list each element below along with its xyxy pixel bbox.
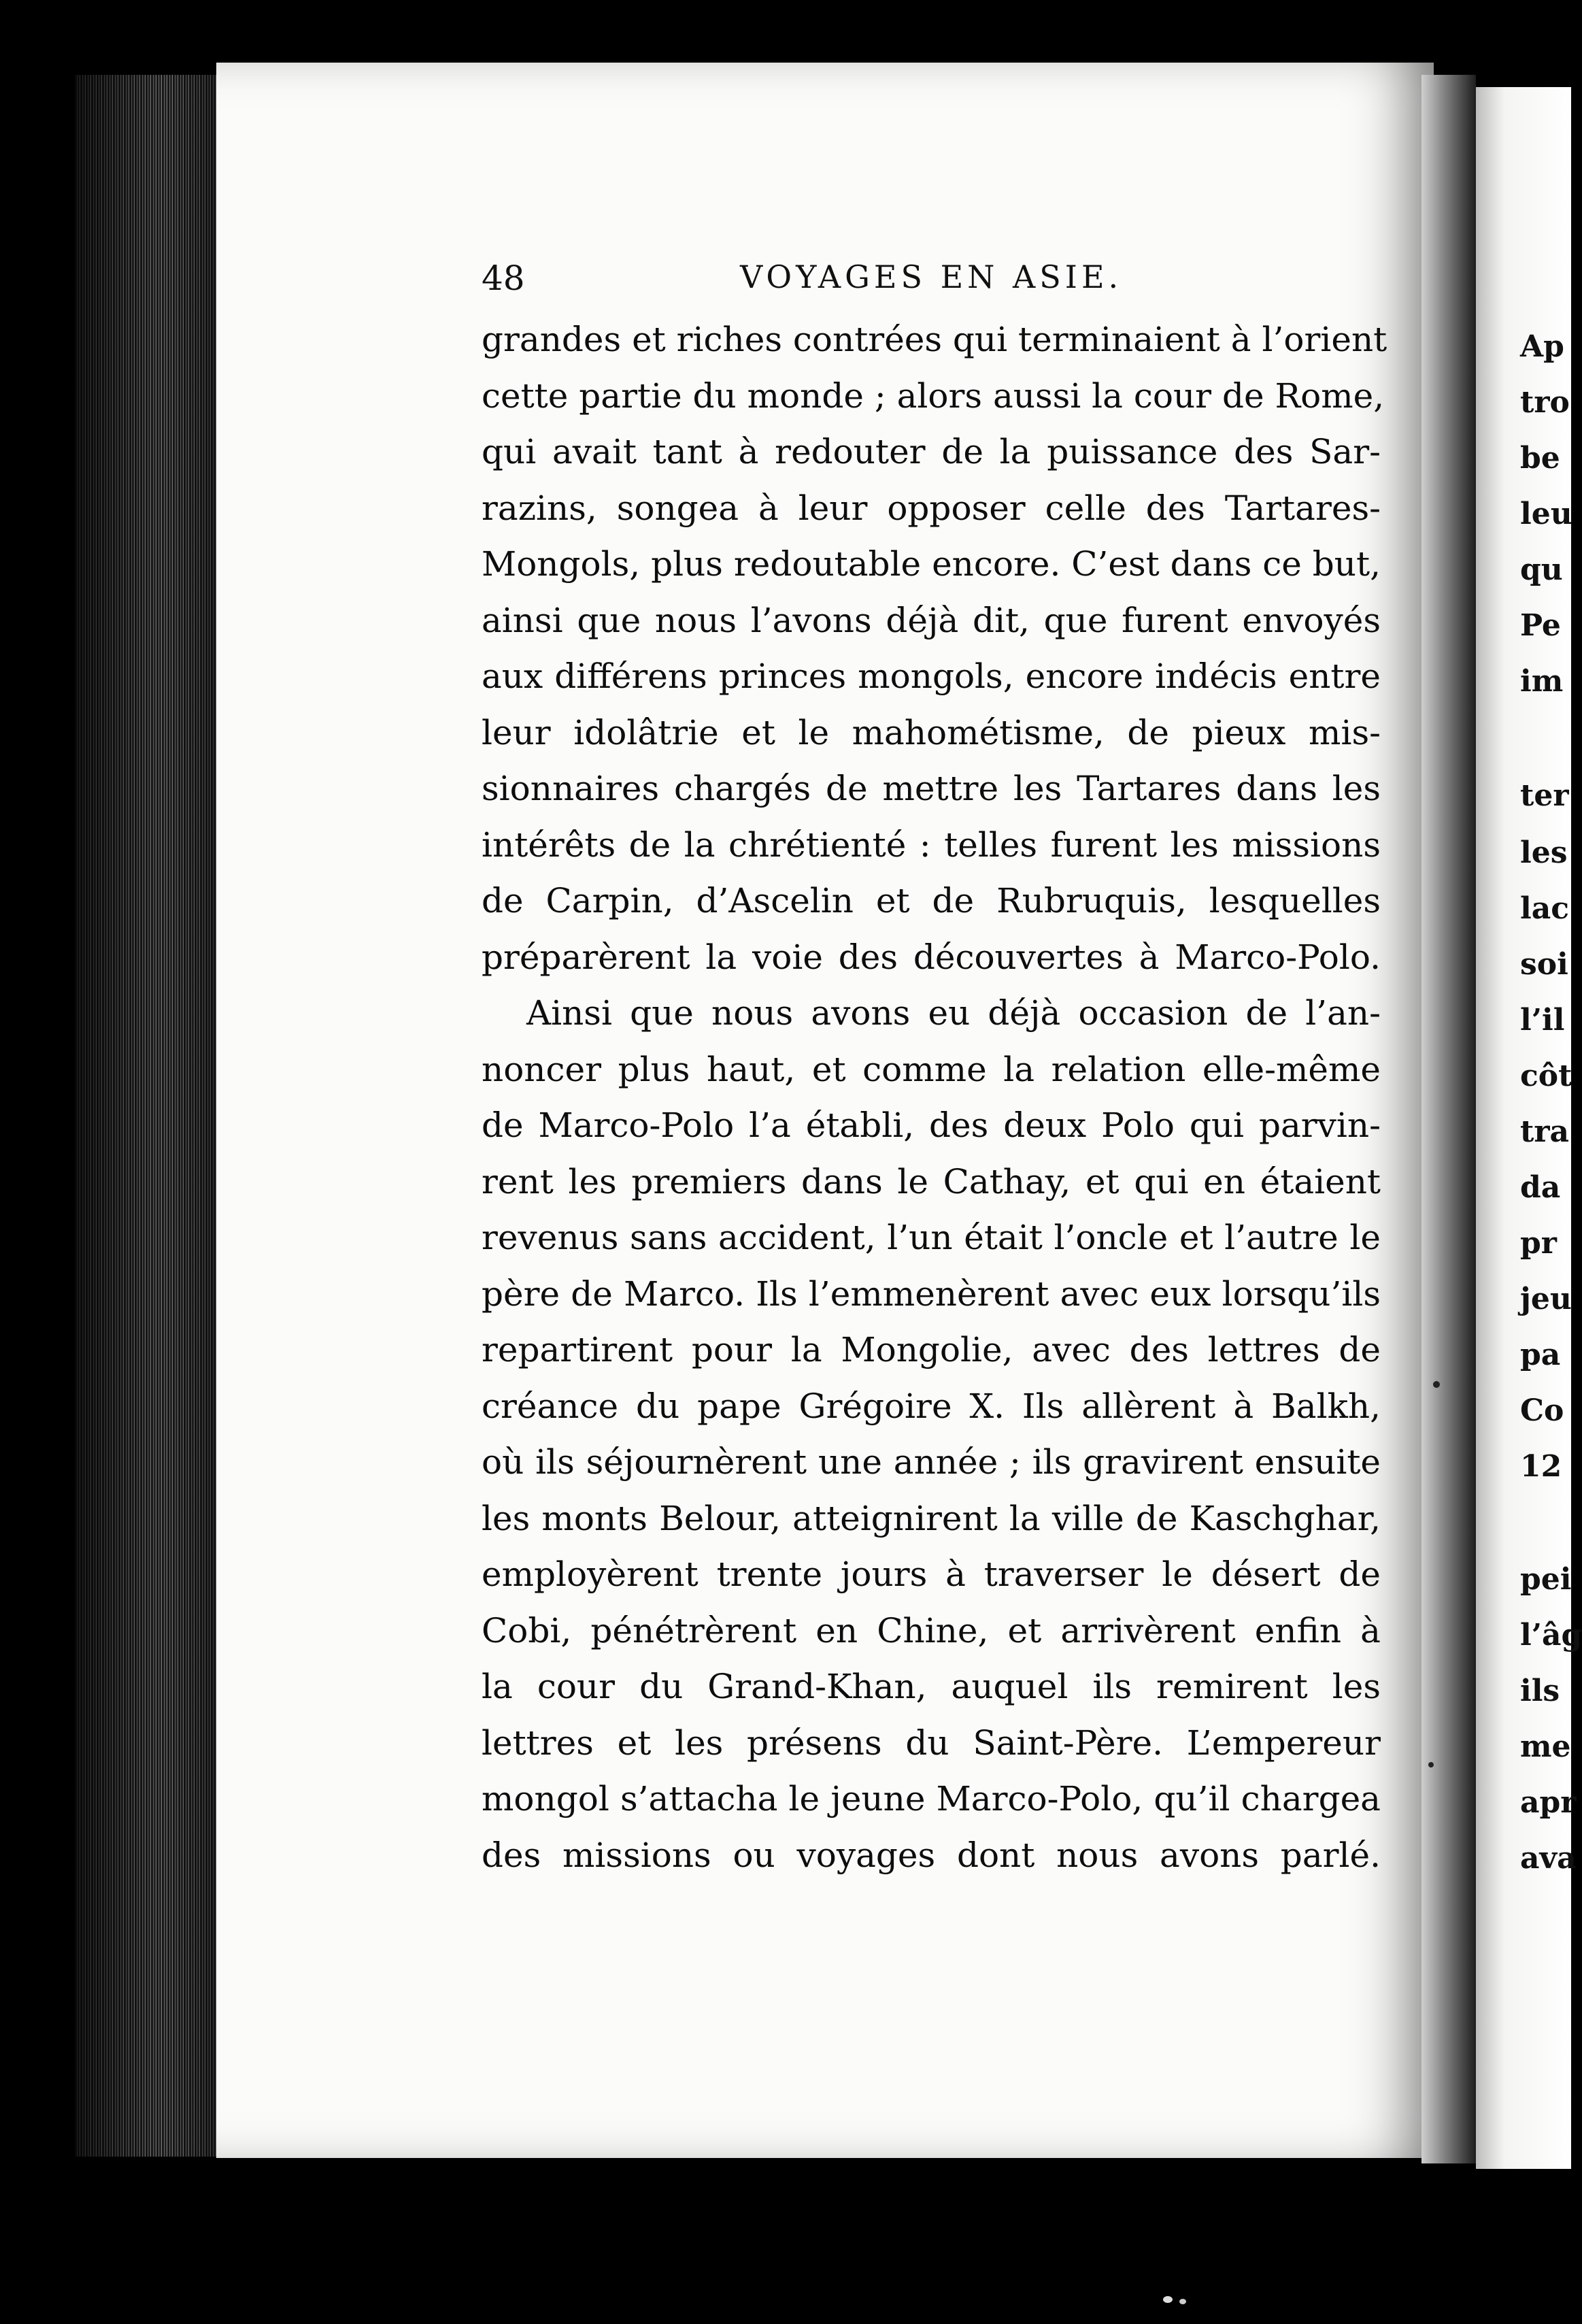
facing-fragment: lac [1520, 891, 1570, 926]
text-line: aux différens princes mongols, encore indécis entre [482, 657, 1381, 696]
text-line: créance du pape Grégoire X. Ils allèrent à Balkh, [482, 1386, 1381, 1426]
text-line: noncer plus haut, et comme la relation elle-même [482, 1049, 1381, 1089]
text-line: où ils séjournèrent une année ; ils gravirent ensuite [482, 1442, 1381, 1482]
facing-fragment: pei [1520, 1562, 1572, 1597]
text-line: intérêts de la chrétienté : telles furent les missions [482, 825, 1381, 865]
scan-speck [1179, 2299, 1186, 2304]
body-text [482, 312, 1387, 1883]
facing-fragment: ava [1520, 1841, 1577, 1876]
text-line: de Carpin, d’Ascelin et de Rubruquis, lesquelles [482, 881, 1381, 920]
facing-fragment: ils [1520, 1674, 1560, 1708]
text-line: mongol s’attacha le jeune Marco-Polo, qu’il chargea [482, 1779, 1381, 1819]
scan-speck [1163, 2296, 1173, 2303]
text-line: leur idolâtrie et le mahométisme, de pieux mis- [482, 712, 1381, 752]
facing-fragment: soi [1520, 947, 1568, 982]
scan-speck [1433, 1381, 1440, 1388]
text-line: qui avait tant à redouter de la puissance des Sar- [482, 432, 1381, 471]
text-line: ainsi que nous l’avons déjà dit, que furent envoyés [482, 600, 1381, 640]
text-line: les monts Belour, atteignirent la ville de Kaschghar, [482, 1498, 1381, 1538]
facing-fragment: Co [1520, 1393, 1564, 1428]
facing-fragment: jeu [1520, 1282, 1572, 1316]
text-line: la cour du Grand-Khan, auquel ils remirent les [482, 1667, 1381, 1706]
text-line: lettres et les présens du Saint-Père. L’empereur [482, 1723, 1381, 1763]
page-number: 48 [482, 259, 525, 298]
text-line: de Marco-Polo l’a établi, des deux Polo qui parvin- [482, 1106, 1381, 1145]
facing-fragment: pa [1520, 1338, 1561, 1372]
text-line: razins, songea à leur opposer celle des Tartares- [482, 488, 1381, 528]
facing-fragment: leu [1520, 497, 1572, 531]
facing-fragment: côt [1520, 1059, 1572, 1093]
running-title: VOYAGES EN ASIE. [740, 259, 1123, 295]
facing-fragment: me [1520, 1729, 1571, 1764]
text-line: sionnaires chargés de mettre les Tartares dans les [482, 769, 1381, 808]
text-line: repartirent pour la Mongolie, avec des lettres de [482, 1330, 1381, 1370]
facing-fragment: Ap [1520, 329, 1564, 364]
scan-specks-bottom [1156, 2289, 1211, 2317]
text-line: revenus sans accident, l’un était l’oncle et l’autre le [482, 1218, 1381, 1257]
facing-fragment: ter [1520, 778, 1569, 813]
text-line: grandes et riches contrées qui terminaient à l’orient [482, 320, 1387, 359]
book-gutter [1421, 75, 1476, 2163]
text-line: Ainsi que nous avons eu déjà occasion de l’an- [526, 993, 1381, 1033]
facing-fragment: tra [1520, 1114, 1570, 1149]
text-line: rent les premiers dans le Cathay, et qui en étaient [482, 1161, 1381, 1201]
facing-fragment: im [1520, 664, 1564, 699]
facing-fragment: da [1520, 1170, 1561, 1205]
facing-fragment: tro [1520, 385, 1570, 420]
text-line: père de Marco. Ils l’emmenèrent avec eux lorsqu’ils [482, 1274, 1381, 1314]
text-line: préparèrent la voie des découvertes à Marco-Polo. [482, 937, 1381, 977]
facing-fragment: Pe [1520, 608, 1561, 643]
scan-speck [1428, 1762, 1434, 1767]
facing-fragment: 12 [1520, 1449, 1562, 1484]
facing-fragment: qu [1520, 552, 1563, 587]
text-line: des missions ou voyages dont nous avons parlé. [482, 1835, 1381, 1875]
text-line: Cobi, pénétrèrent en Chine, et arrivèrent enfin à [482, 1610, 1381, 1650]
text-line: employèrent trente jours à traverser le désert de [482, 1555, 1381, 1594]
facing-fragment: l’âg [1520, 1618, 1582, 1653]
running-head [482, 261, 1379, 302]
facing-fragment: pr [1520, 1226, 1557, 1261]
facing-fragment: les [1520, 835, 1568, 870]
page-edges-shadow [75, 75, 221, 2157]
facing-fragment: apr [1520, 1785, 1577, 1820]
text-line: Mongols, plus redoutable encore. C’est dans ce but, [482, 544, 1381, 584]
facing-fragment: be [1520, 441, 1560, 476]
facing-fragment: l’il [1520, 1003, 1565, 1038]
text-line: cette partie du monde ; alors aussi la cour de Rome, [482, 376, 1385, 416]
